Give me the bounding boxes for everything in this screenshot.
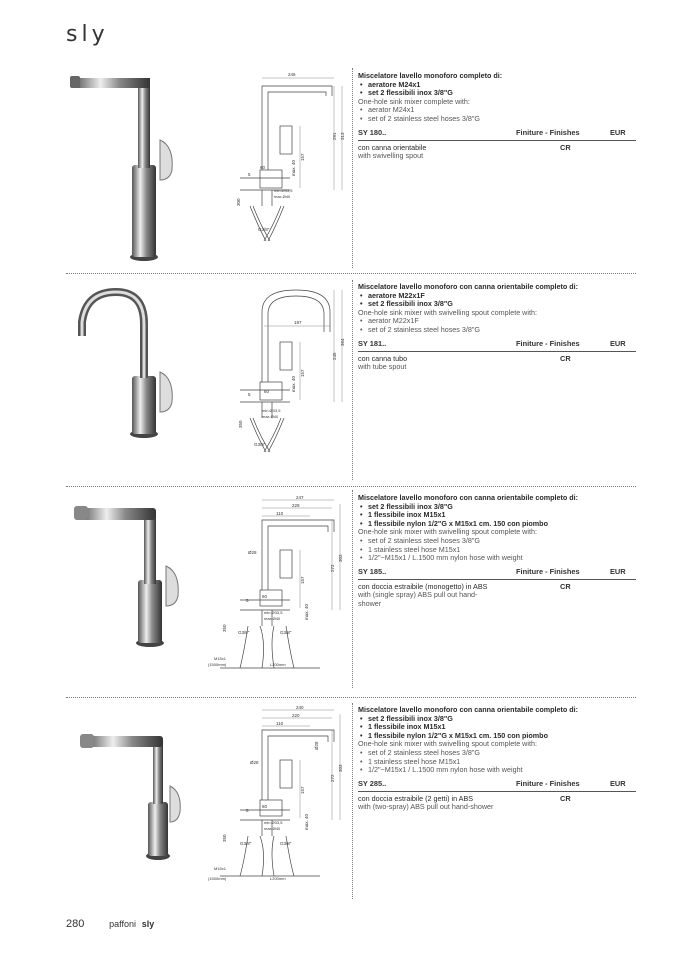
spec-block-sy185 — [358, 494, 636, 609]
description-en: One-hole sink mixer complete with: — [358, 96, 470, 106]
product-code: SY 285.. — [358, 778, 387, 788]
description-en: One-hole sink mixer with swivelling spout complete with: — [358, 739, 537, 749]
svg-text:G3/8": G3/8" — [254, 442, 266, 447]
svg-text:313: 313 — [340, 132, 345, 140]
feature-it: • aeratore M24x1 — [358, 81, 636, 90]
price-header-row — [358, 340, 636, 352]
svg-text:303: 303 — [338, 554, 343, 562]
svg-text:60: 60 — [262, 594, 268, 599]
description-it: Miscelatore lavello monoforo completo di: — [358, 71, 503, 80]
eur-header: EUR — [610, 338, 626, 348]
svg-text:350: 350 — [222, 834, 227, 842]
variant-en: with swivelling spout — [358, 151, 424, 161]
catalog-series-title: sly — [66, 22, 109, 47]
footer-series: sly — [141, 919, 155, 929]
feature-it: • aeratore M22x1F — [358, 292, 636, 301]
column-divider — [352, 490, 353, 688]
svg-text:G3/8": G3/8" — [280, 841, 292, 846]
svg-text:min.Ø33,5: min.Ø33,5 — [264, 820, 283, 825]
feature-it: • set 2 flessibili inox 3/8"G — [358, 715, 636, 724]
svg-text:M15x1: M15x1 — [214, 656, 227, 661]
variant-it: con canna orientabile — [358, 142, 427, 152]
eur-header: EUR — [610, 778, 626, 788]
svg-text:G3/8": G3/8" — [240, 841, 252, 846]
product-code: SY 185.. — [358, 566, 387, 576]
product-code: SY 180.. — [358, 127, 387, 137]
svg-text:L200mm: L200mm — [270, 662, 286, 667]
svg-text:Ø28: Ø28 — [248, 550, 257, 555]
product-photo-sy181 — [60, 286, 190, 441]
price-header-row — [358, 780, 636, 792]
svg-text:max.Ø40: max.Ø40 — [274, 194, 291, 199]
feature-en: • set of 2 stainless steel hoses 3/8"G — [358, 749, 636, 758]
eur-header: EUR — [610, 127, 626, 137]
technical-drawing-sy185 — [200, 492, 352, 680]
column-divider — [352, 280, 353, 480]
svg-text:5: 5 — [248, 172, 251, 177]
svg-text:Ø28: Ø28 — [250, 760, 259, 765]
svg-text:247: 247 — [296, 495, 304, 500]
svg-text:5: 5 — [248, 392, 251, 397]
svg-text:350: 350 — [238, 420, 243, 428]
svg-text:157: 157 — [300, 786, 305, 794]
technical-drawing-sy285 — [200, 702, 352, 888]
variant-en: with (two-spray) ABS pull out hand-shower — [358, 802, 494, 812]
svg-text:max. 40: max. 40 — [291, 159, 296, 176]
svg-text:(1500mm): (1500mm) — [208, 662, 227, 667]
technical-drawing-sy181 — [200, 282, 350, 457]
product-photo-sy285 — [60, 728, 190, 863]
svg-text:229: 229 — [292, 503, 300, 508]
svg-text:110: 110 — [276, 721, 284, 726]
svg-text:G3/8": G3/8" — [280, 630, 292, 635]
variant-it: con doccia estraibile (monogetto) in ABS — [358, 581, 488, 591]
variant-en: with (single spray) ABS pull out hand-shower — [358, 590, 478, 608]
feature-en: • aerator M24x1 — [358, 106, 636, 115]
finishes-header: Finiture - Finishes — [516, 127, 580, 137]
svg-text:60: 60 — [264, 389, 270, 394]
svg-text:Ø28: Ø28 — [314, 741, 319, 750]
svg-text:197: 197 — [294, 320, 302, 325]
svg-text:5: 5 — [246, 808, 249, 813]
spec-block-sy180 — [358, 72, 636, 161]
finish-code: CR — [560, 793, 571, 803]
feature-it: • 1 flessibile inox M15x1 — [358, 723, 636, 732]
svg-text:272: 272 — [330, 564, 335, 572]
eur-header: EUR — [610, 566, 626, 576]
feature-en: • set of 2 stainless steel hoses 3/8"G — [358, 326, 636, 335]
svg-text:5: 5 — [246, 598, 249, 603]
section-divider — [66, 273, 636, 274]
svg-text:60: 60 — [262, 804, 268, 809]
feature-it: • 1 flessibile inox M15x1 — [358, 511, 636, 520]
finishes-header: Finiture - Finishes — [516, 338, 580, 348]
svg-text:157: 157 — [300, 153, 305, 161]
section-divider — [66, 486, 636, 487]
svg-text:220: 220 — [292, 713, 300, 718]
svg-text:(1500mm): (1500mm) — [208, 876, 227, 881]
description-en: One-hole sink mixer with swivelling spout complete with: — [358, 527, 537, 537]
feature-it: • set 2 flessibili inox 3/8"G — [358, 300, 636, 309]
svg-text:max.Ø40: max.Ø40 — [264, 616, 281, 621]
variant-it: con canna tubo — [358, 353, 408, 363]
section-divider — [66, 697, 636, 698]
finishes-header: Finiture - Finishes — [516, 778, 580, 788]
feature-it: • 1 flessibile nylon 1/2"G x M15x1 cm. 150 con piombo — [358, 520, 636, 529]
footer-brand: paffoni — [109, 919, 136, 929]
svg-text:157: 157 — [300, 576, 305, 584]
price-header-row — [358, 129, 636, 141]
svg-text:110: 110 — [276, 511, 284, 516]
feature-en: • 1 stainless steel hose M15x1 — [358, 546, 636, 555]
spec-block-sy285 — [358, 706, 636, 812]
svg-text:246: 246 — [288, 72, 296, 77]
svg-text:60: 60 — [260, 165, 266, 170]
column-divider — [352, 703, 353, 899]
feature-en: • 1/2"~M15x1 / L.1500 mm nylon hose with weight — [358, 554, 636, 563]
svg-text:303: 303 — [338, 764, 343, 772]
finish-code: CR — [560, 142, 571, 152]
variant-en: with tube spout — [358, 362, 407, 372]
product-photo-sy185 — [60, 500, 190, 650]
finishes-header: Finiture - Finishes — [516, 566, 580, 576]
variant-it: con doccia estraibile (2 getti) in ABS — [358, 793, 474, 803]
description-it: Miscelatore lavello monoforo con canna orientabile completo di: — [358, 705, 579, 714]
product-photo-sy180 — [60, 70, 190, 265]
svg-text:G3/8": G3/8" — [238, 630, 250, 635]
technical-drawing-sy180 — [200, 66, 350, 246]
feature-en: • aerator M22x1F — [358, 317, 636, 326]
svg-text:min.Ø33,5: min.Ø33,5 — [264, 610, 283, 615]
feature-en: • set of 2 stainless steel hoses 3/8"G — [358, 537, 636, 546]
svg-text:max. 40: max. 40 — [304, 603, 309, 620]
description-it: Miscelatore lavello monoforo con canna orientabile completo di: — [358, 282, 579, 291]
svg-text:min.Ø33,5: min.Ø33,5 — [274, 188, 293, 193]
svg-text:L200mm: L200mm — [270, 876, 286, 881]
feature-it: • 1 flessibile nylon 1/2"G x M15x1 cm. 150 con piombo — [358, 732, 636, 741]
finish-code: CR — [560, 353, 571, 363]
page-number: 280 — [66, 918, 85, 930]
svg-text:364: 364 — [340, 338, 345, 346]
feature-en: • 1/2"~M15x1 / L.1500 mm nylon hose with weight — [358, 766, 636, 775]
column-divider — [352, 68, 353, 268]
finish-code: CR — [560, 581, 571, 591]
page-footer — [66, 918, 154, 930]
description-it: Miscelatore lavello monoforo con canna orientabile completo di: — [358, 493, 579, 502]
svg-text:245: 245 — [332, 352, 337, 360]
svg-text:157: 157 — [300, 369, 305, 377]
svg-text:300: 300 — [236, 198, 241, 206]
svg-text:272: 272 — [330, 774, 335, 782]
feature-en: • set of 2 stainless steel hoses 3/8"G — [358, 115, 636, 124]
svg-text:291: 291 — [332, 132, 337, 140]
description-en: One-hole sink mixer with swivelling spout complete with: — [358, 307, 537, 317]
svg-text:240: 240 — [296, 705, 304, 710]
feature-en: • 1 stainless steel hose M15x1 — [358, 758, 636, 767]
spec-block-sy181 — [358, 283, 636, 372]
feature-it: • set 2 flessibili inox 3/8"G — [358, 503, 636, 512]
price-header-row — [358, 568, 636, 580]
svg-text:max. 40: max. 40 — [291, 375, 296, 392]
svg-text:min.Ø33,5: min.Ø33,5 — [262, 408, 281, 413]
svg-text:G3/8": G3/8" — [258, 227, 270, 232]
svg-text:max.Ø40: max.Ø40 — [262, 414, 279, 419]
svg-text:max.Ø40: max.Ø40 — [264, 826, 281, 831]
svg-text:M15x1: M15x1 — [214, 866, 227, 871]
svg-text:max. 40: max. 40 — [304, 813, 309, 830]
product-code: SY 181.. — [358, 338, 387, 348]
feature-it: • set 2 flessibili inox 3/8"G — [358, 89, 636, 98]
svg-text:350: 350 — [222, 624, 227, 632]
